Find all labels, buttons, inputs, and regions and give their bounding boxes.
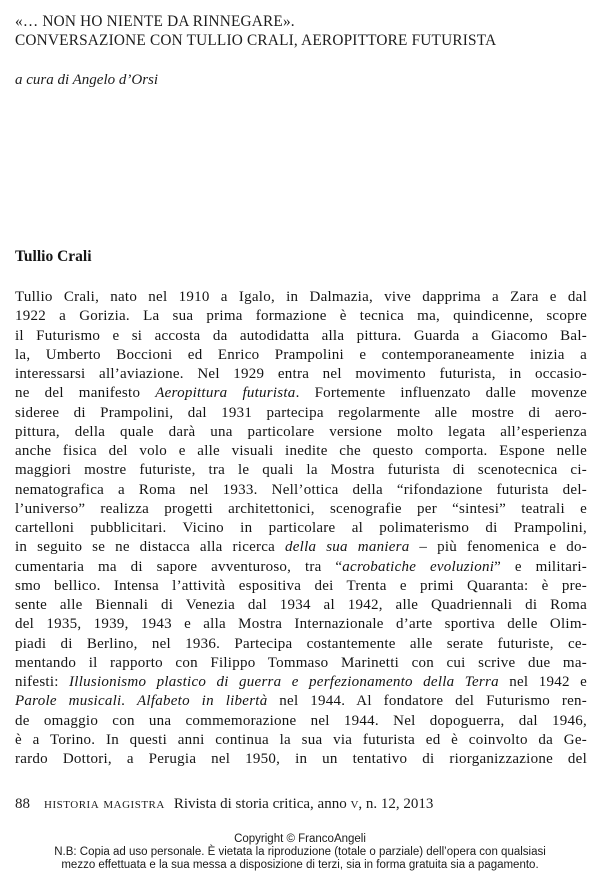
text-segment: interessarsi all’aviazione. Nel 1929 entra nel movimento futurista, in occasio- [15, 366, 587, 382]
journal-name: historia magistra [44, 796, 165, 812]
text-segment: ne del manifesto [15, 385, 156, 402]
copyright-notice-line2: mezzo effettuata e la sua messa a disposizione di terzi, sia in forma gratuita sia a pagamento. [61, 859, 539, 871]
copyright-notice [0, 833, 600, 872]
text-segment: Parole musicali. Alfabeto in libertà [15, 693, 268, 710]
text-segment: de omaggio con una commemorazione nel 1944. Nel dopoguerra, dal 1946, [15, 712, 587, 729]
text-segment: acrobatiche evoluzioni [342, 558, 495, 575]
body-line [15, 615, 587, 634]
body-line [15, 558, 587, 577]
text-segment: anche fisica del volo e alle visuali inedite che questo comporta. Espone nelle [15, 443, 587, 459]
text-segment: nematografica a Roma nel 1933. Nell’ottica della “rifondazione futurista del- [15, 481, 587, 498]
article-title-block [15, 13, 590, 50]
body-line [15, 288, 587, 307]
text-segment: Illusionismo plastico di guerra e perfezionamento della Terra [69, 674, 499, 690]
text-segment: pittura, della quale darà una particolare versione molto legata all’esperienza [15, 423, 587, 440]
text-segment: è a Torino. In questi anni continua la sua via futurista ed è coinvolto da Ge- [15, 731, 587, 748]
text-segment: della sua maniera [285, 539, 410, 556]
text-segment: nifesti: [15, 674, 70, 690]
page-number: 88 [15, 796, 30, 812]
text-segment: sideree di Prampolini, dal 1931 partecipa regolarmente alle mostre di aero- [15, 404, 587, 421]
body-paragraph [15, 288, 587, 769]
text-segment: del 1935, 1939, 1943 e alla Mostra Internazionale d’arte sportiva delle Olim- [15, 616, 587, 633]
body-line [15, 577, 587, 596]
text-segment: mentando il rapporto con Filippo Tommaso Marinetti con cui scrive due ma- [15, 654, 587, 671]
body-line [15, 538, 587, 557]
journal-subtitle [174, 796, 434, 812]
article-title-line1: «… NON HO NIENTE DA RINNEGARE». [15, 13, 295, 30]
text-segment: Tullio Crali, nato nel 1910 a Igalo, in Dalmazia, vive dapprima a Zara e dal [15, 289, 587, 305]
text-segment: il Futurismo e si accosta da autodidatta alla pittura. Guarda a Giacomo Bal- [15, 327, 587, 344]
body-line [15, 654, 587, 673]
text-segment: l’universo” realizza progetti architettonici, scenografie per “sintesi” teatrali e [15, 500, 587, 517]
body-line [15, 596, 587, 615]
text-segment: sente alle Biennali di Venezia dal 1934 al 1942, alle Quadriennali di Roma [15, 597, 587, 613]
text-segment: piadi di Berlino, nel 1936. Partecipa costantemente alle serate futuriste, ce- [15, 635, 587, 652]
article-title-line2: CONVERSAZIONE CON TULLIO CRALI, AEROPITTORE FUTURISTA [15, 31, 497, 49]
article-byline: a cura di Angelo d’Orsi [15, 72, 159, 88]
body-line [15, 731, 587, 750]
body-line [15, 461, 587, 480]
text-segment: in seguito se ne distacca alla ricerca [15, 539, 286, 556]
body-line [15, 384, 587, 403]
body-line [15, 481, 587, 500]
text-segment: la, Umberto Boccioni ed Enrico Prampolini e contemporaneamente inizia a [15, 346, 587, 363]
body-line [15, 365, 587, 384]
body-line [15, 673, 587, 692]
body-line [15, 327, 587, 346]
text-segment: 1922 a Gorizia. La sua prima formazione è tecnica ma, quindicenne, scopre [15, 308, 587, 325]
text-segment: , n. 12, 2013 [358, 796, 434, 812]
text-segment: ” e militari- [494, 558, 587, 575]
section-heading: Tullio Crali [15, 248, 92, 265]
body-line [15, 519, 587, 538]
text-segment: Aeropittura futurista [155, 385, 296, 402]
text-segment: . Fortemente influenzato dalle movenze [295, 385, 587, 402]
text-segment: maggiori mostre futuriste, tra le quali la Mostra futurista di scenotecnica ci- [15, 462, 587, 479]
body-line [15, 346, 587, 365]
body-line [15, 692, 587, 711]
body-line [15, 712, 587, 731]
copyright-notice-line1: N.B: Copia ad uso personale. È vietata la riproduzione (totale o parziale) dell’opera con qualsiasi [54, 846, 546, 858]
body-line [15, 307, 587, 326]
body-line [15, 750, 587, 769]
text-segment: cumentaria ma di sapore avventuroso, tra “ [15, 558, 343, 575]
text-segment: rardo Dottori, a Perugia nel 1950, in un tentativo di riorganizzazione del [15, 751, 587, 767]
text-segment: nel 1944. Al fondatore del Futurismo ren- [267, 693, 587, 710]
text-segment: – più fenomenica e do- [409, 539, 587, 556]
text-segment: nel 1942 e [498, 674, 587, 690]
body-line [15, 635, 587, 654]
body-line [15, 423, 587, 442]
copyright-publisher-line: Copyright © FrancoAngeli [234, 833, 366, 845]
text-segment: cartelloni pubblicitari. Vicino in particolare al polimaterismo di Prampolini, [15, 520, 587, 536]
text-segment: Rivista di storia critica, anno [173, 796, 351, 812]
body-line [15, 442, 587, 461]
text-segment: smo bellico. Intensa l’attività espositiva dei Trenta e primi Quaranta: è pre- [15, 577, 587, 594]
body-line [15, 500, 587, 519]
body-line [15, 404, 587, 423]
text-segment: v [350, 796, 359, 812]
running-footer [15, 796, 433, 813]
